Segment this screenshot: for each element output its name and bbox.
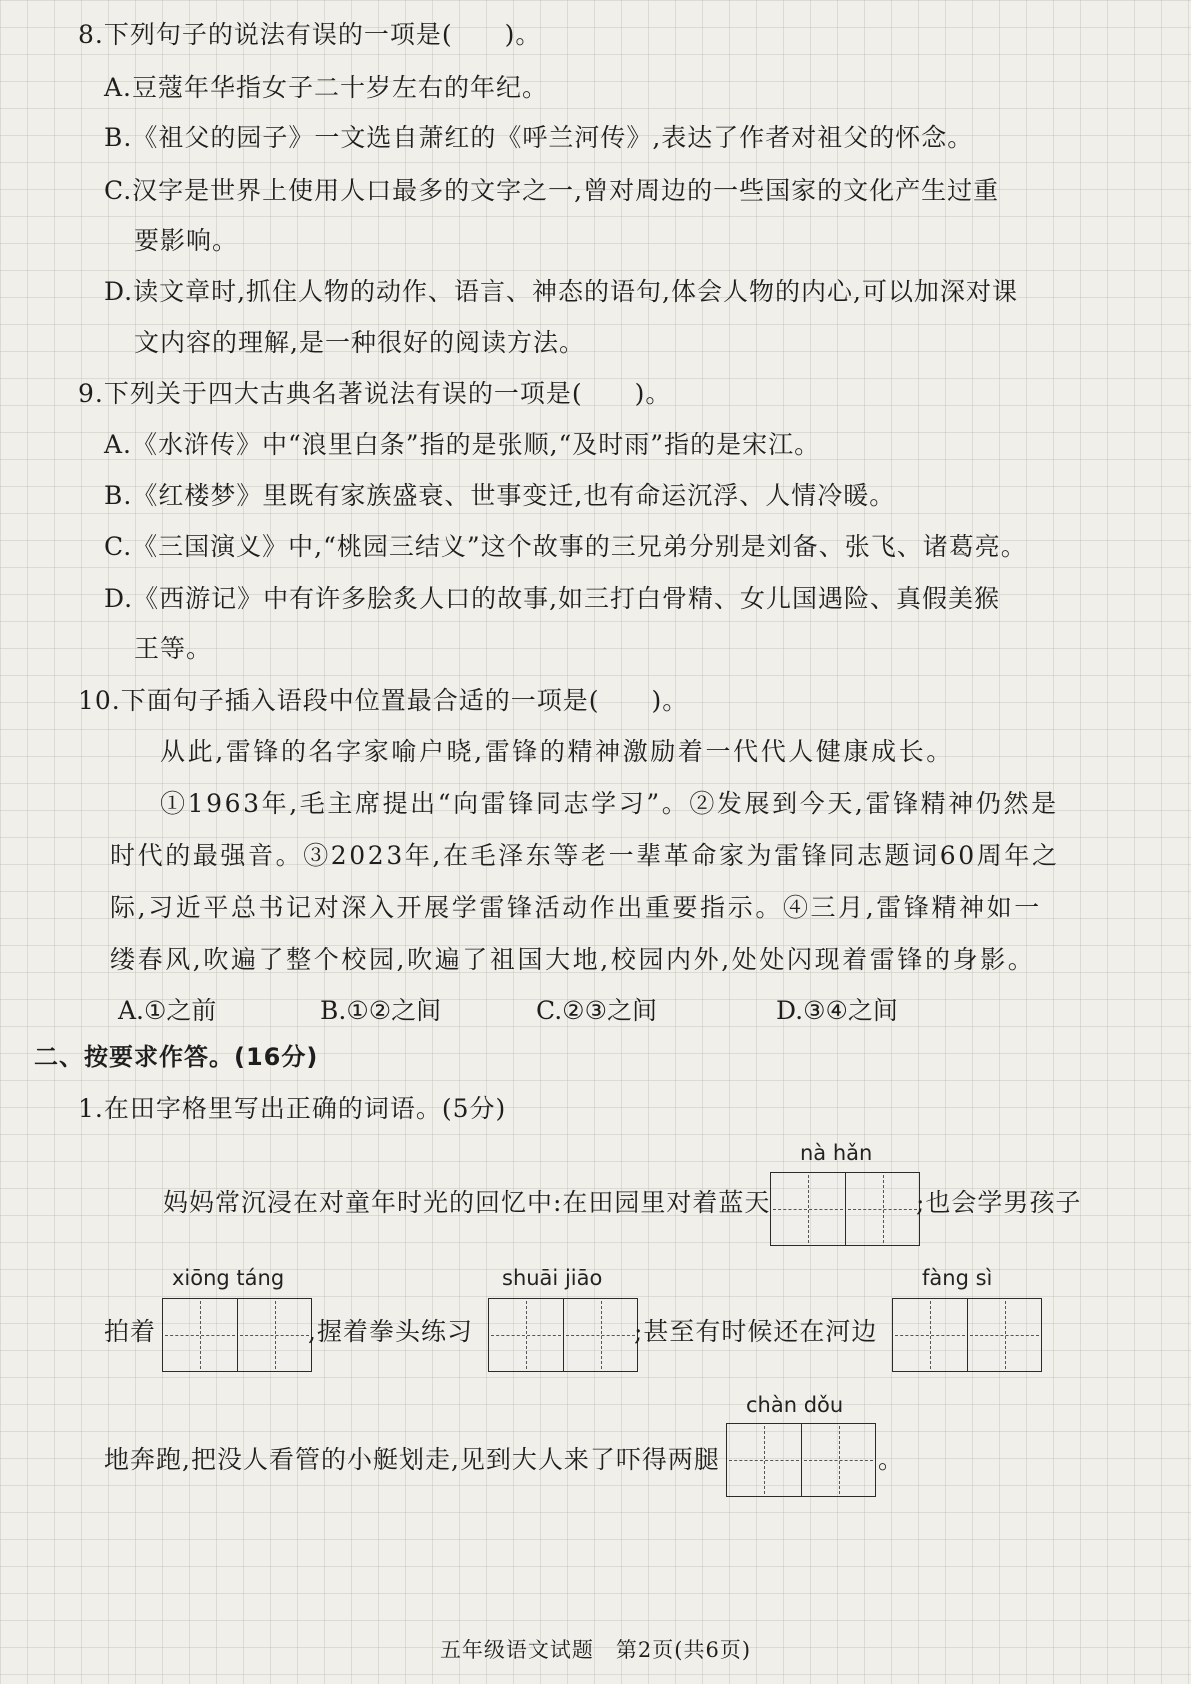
tianzige-cell[interactable]: [801, 1424, 875, 1496]
q10-passage-line3: 际,习近平总书记对深入开展学雷锋活动作出重要指示。④三月,雷锋精神如一: [110, 893, 1042, 922]
tianzige-cell[interactable]: [845, 1173, 919, 1245]
q10-option-d: D.③④之间: [776, 996, 898, 1025]
q9-option-d-line1: D.《西游记》中有许多脍炙人口的故事,如三打白骨精、女儿国遇险、真假美猴: [104, 584, 1001, 613]
q8-option-c-line2: 要影响。: [134, 226, 239, 255]
tianzige-cell[interactable]: [163, 1299, 237, 1371]
tianzige-chandou[interactable]: [726, 1423, 876, 1497]
pinyin-fangsi: fàng sì: [922, 1266, 993, 1290]
q9-stem: 9.下列关于四大古典名著说法有误的一项是( )。: [78, 379, 672, 408]
section-2-title: 二、按要求作答。(16分): [34, 1043, 319, 1071]
q8-option-b: B.《祖父的园子》一文选自萧红的《呼兰河传》,表达了作者对祖父的怀念。: [104, 123, 974, 152]
tianzige-cell[interactable]: [771, 1173, 845, 1245]
pinyin-nahan: nà hǎn: [800, 1141, 873, 1165]
q8-option-a: A.豆蔻年华指女子二十岁左右的年纪。: [104, 73, 549, 102]
tianzige-cell[interactable]: [489, 1299, 563, 1371]
tianzige-cell[interactable]: [563, 1299, 637, 1371]
tianzige-cell[interactable]: [893, 1299, 967, 1371]
q10-passage-line4: 缕春风,吹遍了整个校园,吹遍了祖国大地,校园内外,处处闪现着雷锋的身影。: [110, 945, 1036, 974]
q10-passage-line1: ①1963年,毛主席提出“向雷锋同志学习”。②发展到今天,雷锋精神仍然是: [160, 789, 1059, 818]
fill-text-2b: ,握着拳头练习: [308, 1317, 473, 1346]
pinyin-chandou: chàn dǒu: [746, 1393, 844, 1417]
fill-text-3a: 地奔跑,把没人看管的小艇划走,见到大人来了吓得两腿: [104, 1445, 720, 1474]
q10-option-c: C.②③之间: [536, 996, 658, 1025]
pinyin-shuaijiao: shuāi jiāo: [502, 1266, 603, 1290]
fill-text-3b: 。: [878, 1445, 905, 1474]
q10-option-a: A.①之前: [118, 996, 217, 1025]
q8-option-d-line2: 文内容的理解,是一种很好的阅读方法。: [134, 328, 585, 357]
q8-stem: 8.下列句子的说法有误的一项是( )。: [78, 20, 542, 49]
q10-stem: 10.下面句子插入语段中位置最合适的一项是( )。: [78, 686, 689, 715]
tianzige-nahan[interactable]: [770, 1172, 920, 1246]
fill-text-2c: ;甚至有时候还在河边: [634, 1317, 878, 1346]
q8-option-d-line1: D.读文章时,抓住人物的动作、语言、神态的语句,体会人物的内心,可以加深对课: [104, 277, 1018, 306]
tianzige-xiongtang[interactable]: [162, 1298, 312, 1372]
q10-insert-sentence: 从此,雷锋的名字家喻户晓,雷锋的精神激励着一代代人健康成长。: [160, 737, 954, 766]
page-footer: 五年级语文试题 第2页(共6页): [439, 1638, 752, 1662]
fill-text-2a: 拍着: [104, 1317, 157, 1346]
q8-option-c-line1: C.汉字是世界上使用人口最多的文字之一,曾对周边的一些国家的文化产生过重: [104, 176, 1000, 205]
tianzige-cell[interactable]: [727, 1424, 801, 1496]
q9-option-b: B.《红楼梦》里既有家族盛衰、世事变迁,也有命运沉浮、人情冷暖。: [104, 481, 896, 510]
fill-text-1: 妈妈常沉浸在对童年时光的回忆中:在田园里对着蓝天: [163, 1188, 771, 1217]
tianzige-shuaijiao[interactable]: [488, 1298, 638, 1372]
q10-option-b: B.①②之间: [320, 996, 442, 1025]
q9-option-d-line2: 王等。: [134, 634, 213, 663]
s2-q1-stem: 1.在田字格里写出正确的词语。(5分): [78, 1094, 507, 1123]
q9-option-c: C.《三国演义》中,“桃园三结义”这个故事的三兄弟分别是刘备、张飞、诸葛亮。: [104, 532, 1027, 561]
tianzige-cell[interactable]: [967, 1299, 1041, 1371]
pinyin-xiongtang: xiōng táng: [172, 1266, 285, 1290]
q9-option-a: A.《水浒传》中“浪里白条”指的是张顺,“及时雨”指的是宋江。: [104, 430, 821, 459]
tianzige-fangsi[interactable]: [892, 1298, 1042, 1372]
fill-text-1b: ;也会学男孩子: [916, 1188, 1082, 1217]
tianzige-cell[interactable]: [237, 1299, 311, 1371]
q10-passage-line2: 时代的最强音。③2023年,在毛泽东等老一辈革命家为雷锋同志题词60周年之: [110, 841, 1060, 870]
